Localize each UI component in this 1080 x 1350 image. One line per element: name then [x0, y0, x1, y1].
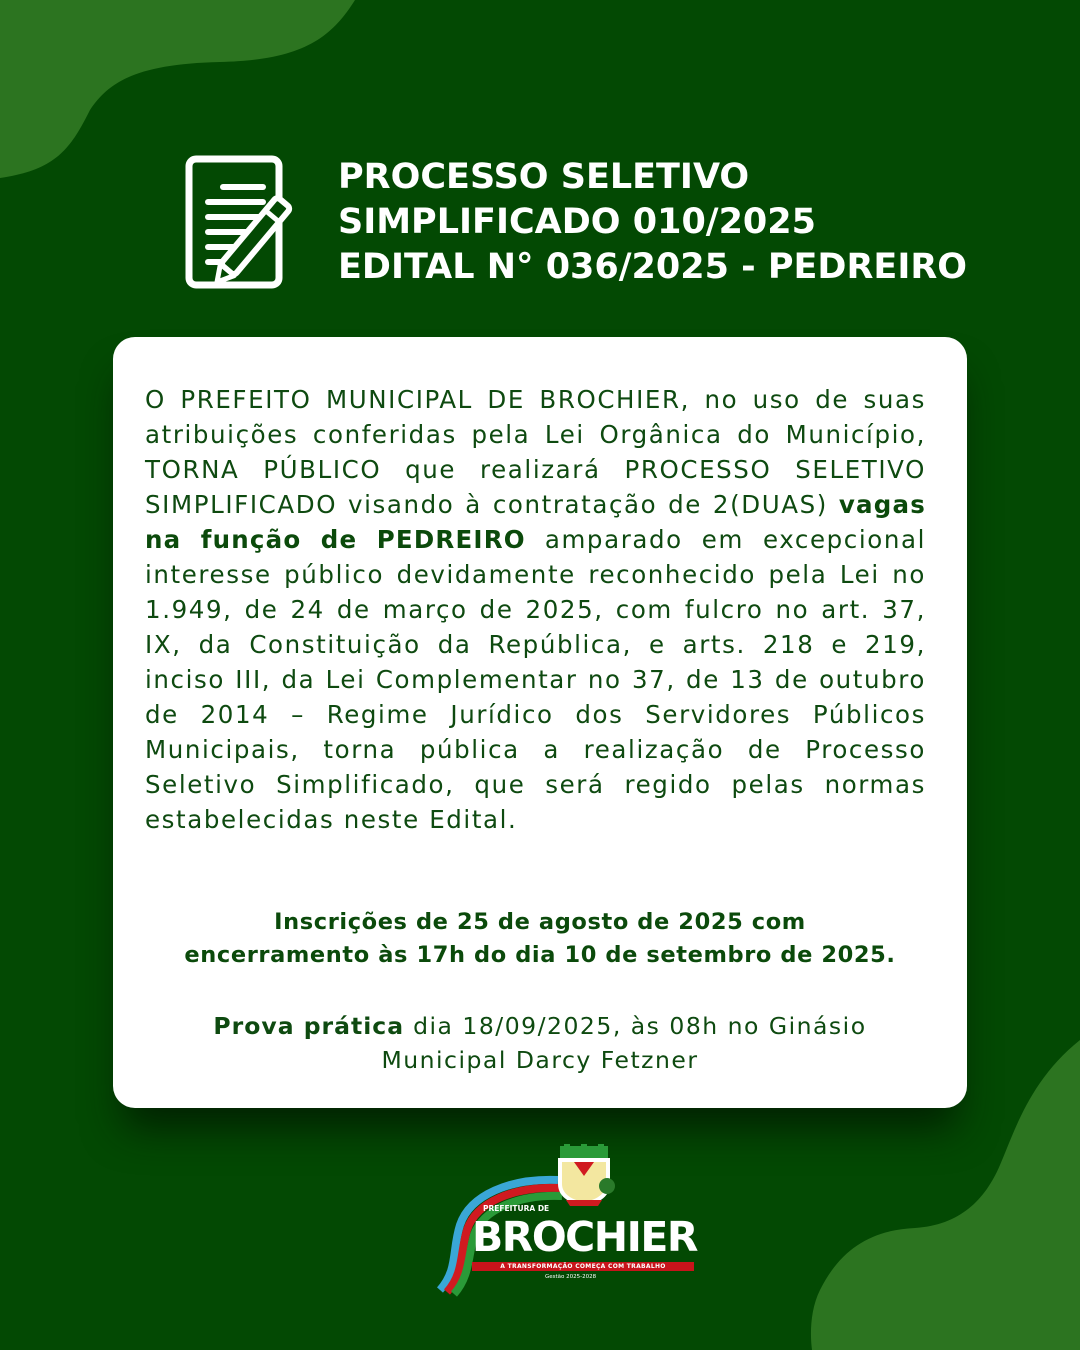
exam-label: Prova prática: [213, 1012, 405, 1040]
paragraph-highlight: vagas na função de PEDREIRO: [145, 490, 926, 554]
practical-exam: [113, 1009, 967, 1077]
coat-of-arms-icon: [552, 1144, 616, 1208]
logo-name: BROCHIER: [472, 1213, 697, 1261]
logo-prefix: PREFEITURA DE: [483, 1204, 550, 1213]
registration-line-1: Inscrições de 25 de agosto de 2025 com: [274, 909, 806, 935]
paragraph-part-2: amparado em excepcional interesse público devidamente reconhecido pela Lei no 1.949, de 24 de março de 2025, com fulcro no art. 37, IX, da Constituição da República, e arts. 218 e 219, inciso III, da Lei Complementar no 37, de 13 de outubro de 2014 – Regime Jurídico dos Servidores Públicos Municipais, torna pública a realização de Processo Seletivo Simplificado, que será regido pelas normas estabelecidas neste Edital.: [145, 525, 926, 834]
exam-location: Municipal Darcy Fetzner: [381, 1046, 699, 1074]
paragraph-part-1: O PREFEITO MUNICIPAL DE BROCHIER, no uso de suas atribuições conferidas pela Lei Orgânica do Município, TORNA PÚBLICO que realizará PROCESSO SELETIVO SIMPLIFICADO visando à contratação de 2(DUAS): [145, 385, 926, 519]
prefeitura-logo: [410, 1140, 710, 1300]
logo-term: Gestão 2025-2028: [545, 1274, 597, 1280]
header: [185, 155, 967, 290]
title-line-2: SIMPLIFICADO 010/2025: [338, 202, 816, 242]
notice-card: [113, 337, 967, 1108]
registration-line-2: encerramento às 17h do dia 10 de setembro de 2025.: [184, 942, 896, 968]
logo-slogan: A TRANSFORMAÇÃO COMEÇA COM TRABALHO: [472, 1262, 694, 1271]
document-edit-icon: [185, 155, 317, 290]
title-line-3: EDITAL N° 036/2025 - PEDREIRO: [338, 247, 968, 287]
page-title: [338, 155, 967, 290]
title-line-1: PROCESSO SELETIVO: [338, 157, 750, 197]
exam-details: dia 18/09/2025, às 08h no Ginásio: [404, 1012, 867, 1040]
registration-period: [113, 906, 967, 972]
notice-paragraph: [145, 382, 926, 837]
